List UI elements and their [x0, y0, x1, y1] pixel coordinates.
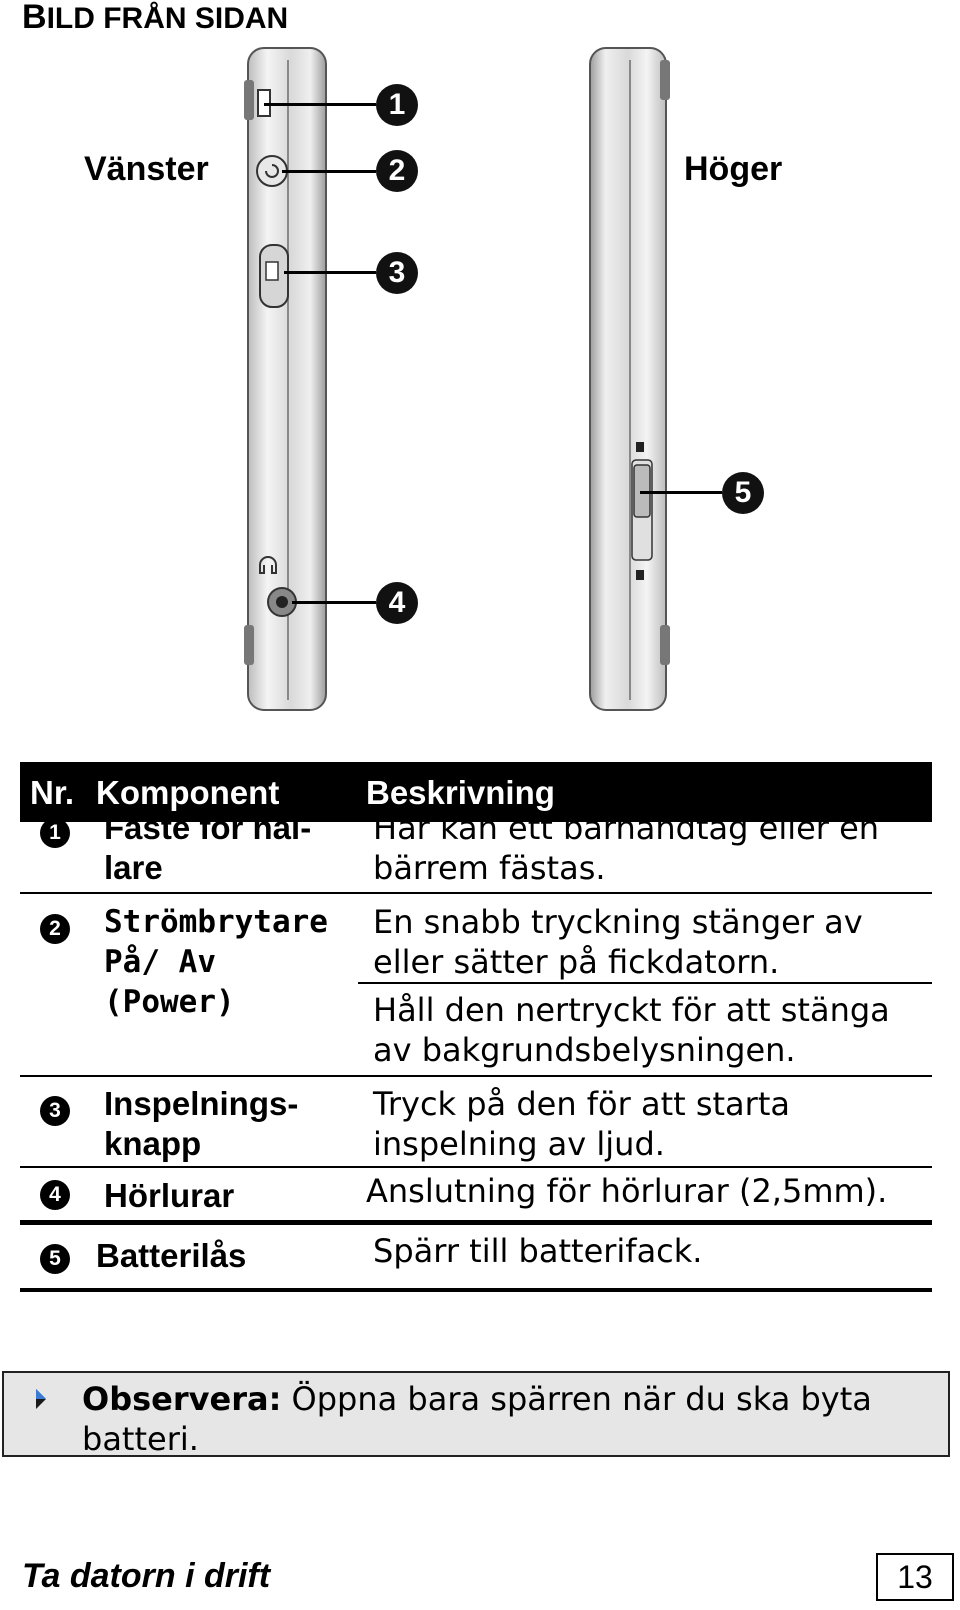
row-divider-thick [20, 1220, 932, 1225]
row-5-description: Spärr till batterifack. [373, 1232, 703, 1270]
row-2-description-2: Håll den nertryckt för att stänga av bakgrundsbelysningen. [373, 991, 890, 1069]
callout-number-2: 2 [376, 150, 418, 192]
note-arrow-icon [34, 1387, 48, 1411]
footer-chapter-title: Ta datorn i drift [22, 1557, 271, 1595]
table-bottom-rule [20, 1288, 932, 1292]
row-4-component: Hörlurar [104, 1177, 235, 1214]
section-title-initial: B [22, 0, 47, 36]
row-number-3: 3 [40, 1096, 70, 1126]
note-box [2, 1371, 950, 1457]
row-4-description: Anslutning för hörlurar (2,5mm). [366, 1172, 888, 1210]
row-3-component: Inspelnings- knapp [104, 1085, 299, 1162]
row-number-2: 2 [40, 914, 70, 944]
row-2-description: En snabb tryckning stänger av eller sätter på fickdatorn. [373, 903, 863, 981]
callout-number-1: 1 [376, 84, 418, 126]
callout-number-5: 5 [722, 472, 764, 514]
row-5-component: Batterilås [96, 1237, 247, 1274]
callout-line-4 [292, 601, 376, 604]
header-component: Komponent [96, 774, 280, 811]
callout-line-3 [284, 271, 376, 274]
page-number: 13 [876, 1553, 954, 1601]
section-title-rest: ILD FRÅN SIDAN [46, 2, 289, 35]
note-label: Observera: [82, 1380, 282, 1418]
header-description: Beskrivning [366, 774, 555, 811]
row-number-5: 5 [40, 1244, 70, 1274]
right-side-label: Höger [684, 150, 783, 188]
callout-number-4: 4 [376, 582, 418, 624]
row-2-component: Strömbrytare På/ Av (Power) [104, 904, 328, 1020]
device-left-side-illustration [230, 40, 340, 720]
row-number-4: 4 [40, 1180, 70, 1210]
row-divider [20, 1166, 932, 1168]
device-right-side-illustration [574, 40, 684, 720]
row-divider [20, 1075, 932, 1077]
row-1-description: Här kan ett bärhandtag eller en bärrem fästas. [373, 809, 880, 887]
callout-line-2 [282, 170, 376, 173]
callout-line-5 [640, 491, 722, 494]
header-nr: Nr. [30, 774, 75, 811]
row-number-1: 1 [40, 818, 70, 848]
note-body: Öppna bara spärren när du ska byta batteri. [82, 1380, 872, 1458]
left-side-label: Vänster [84, 150, 209, 188]
row-subdivider [358, 982, 932, 984]
row-3-description: Tryck på den för att starta inspelning av ljud. [373, 1085, 790, 1163]
note-text [82, 1379, 942, 1459]
row-divider [20, 892, 932, 894]
section-title [22, 0, 288, 36]
callout-number-3: 3 [376, 252, 418, 294]
row-1-component: Fäste för hål- lare [104, 809, 312, 886]
callout-line-1 [264, 103, 376, 106]
